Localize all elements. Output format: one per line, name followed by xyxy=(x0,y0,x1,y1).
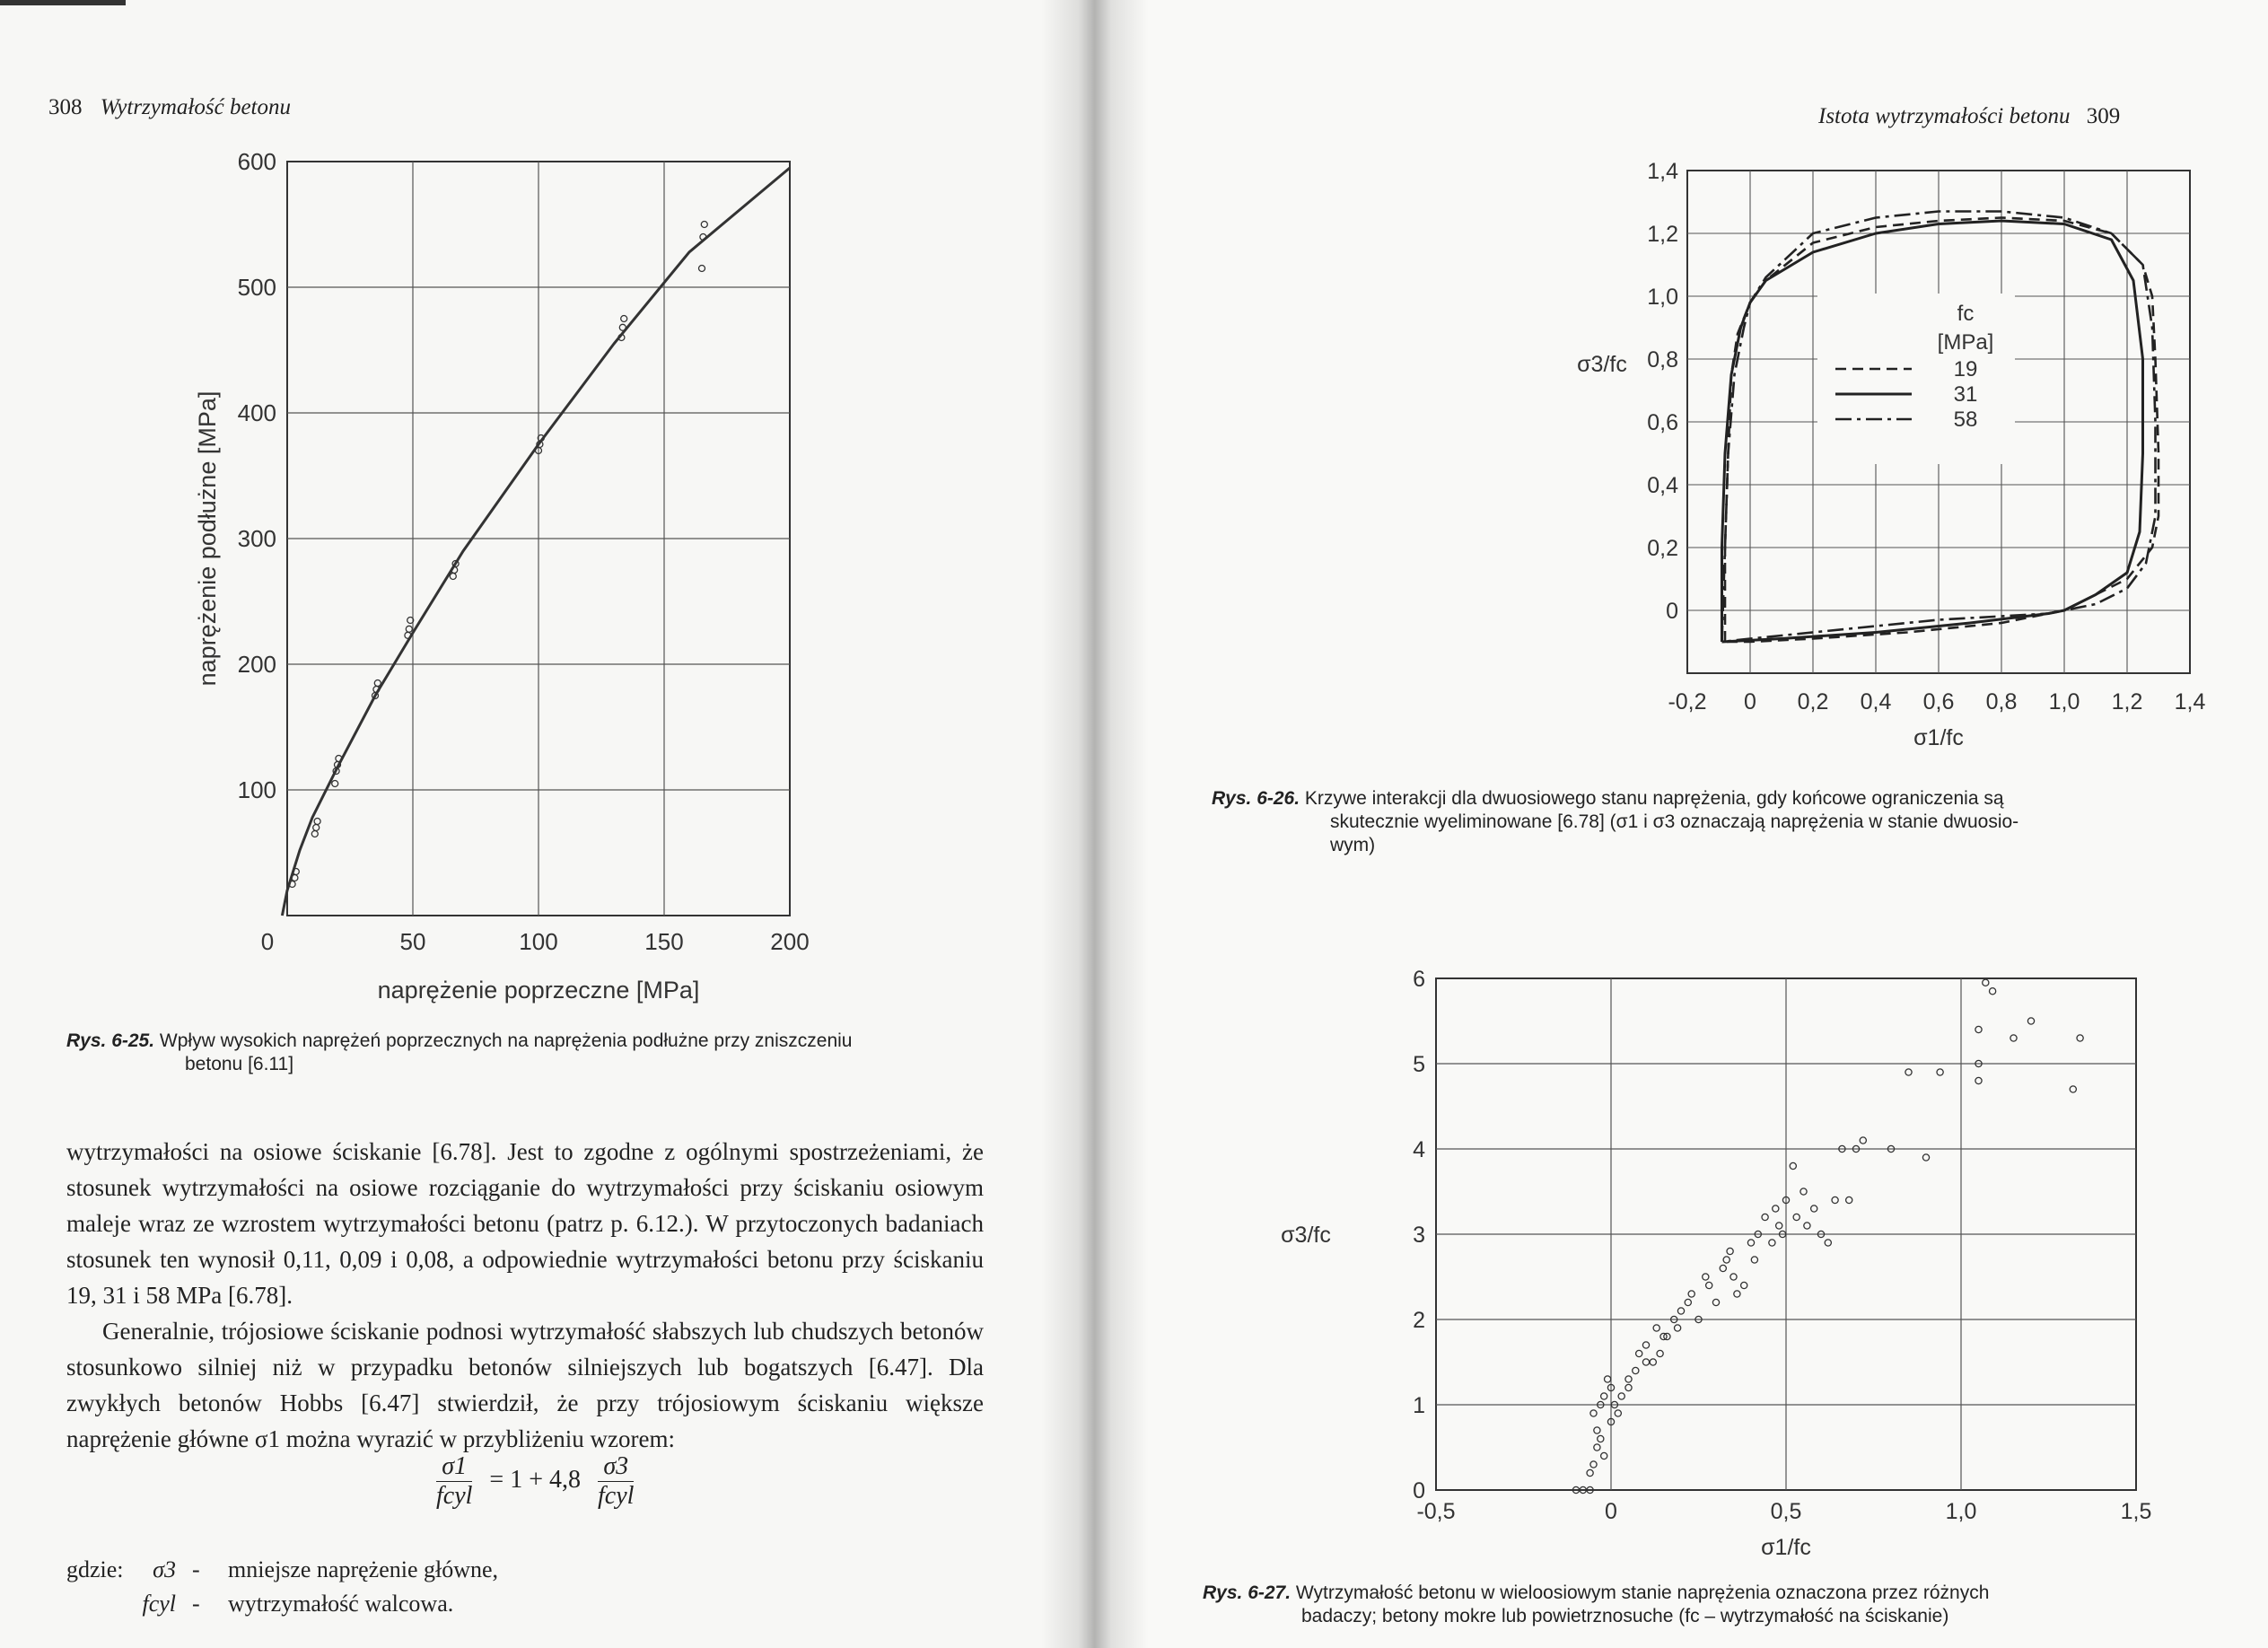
y-tick-label: 400 xyxy=(237,399,276,426)
x-tick-label: -0,5 xyxy=(1416,1499,1456,1524)
data-point xyxy=(311,831,318,837)
data-point xyxy=(1642,1359,1649,1365)
x-tick-label: 0 xyxy=(1605,1499,1617,1524)
x-tick-label: 1,4 xyxy=(2174,689,2206,714)
data-point xyxy=(1730,1274,1737,1280)
x-tick-label: 0,4 xyxy=(1860,689,1892,714)
formula-lhs-denominator: fcyl xyxy=(436,1482,473,1510)
data-point xyxy=(1706,1282,1712,1288)
x-tick-label: 200 xyxy=(770,928,810,955)
page-edge-mark xyxy=(0,0,126,5)
x-tick-label: 0 xyxy=(1744,689,1756,714)
y-axis-label: σ3/fc xyxy=(1577,352,1627,377)
paragraph-2: Generalnie, trójosiowe ściskanie podnosi wytrzymałość słabszych lub chudszych betonów stosunkowo silniej niż w przypadku betonów silniejszych lub bogatszych [6.47]. Dla zwykłych betonów Hobbs [6.47] stwierdził, że przy trójosiowym ściskaniu większe naprężenie główne σ1 można wyrazić w przybliżeniu wzorem: xyxy=(66,1318,984,1452)
legend-background xyxy=(1817,294,2015,464)
data-point xyxy=(1594,1444,1600,1451)
data-point xyxy=(1776,1223,1782,1229)
figure-6-27-caption xyxy=(1203,1582,2235,1628)
data-point xyxy=(1990,988,1996,995)
y-tick-label: 500 xyxy=(237,274,276,301)
x-tick-label: 1,0 xyxy=(1945,1499,1977,1524)
data-point xyxy=(1751,1257,1757,1263)
formula-rhs-denominator: fcyl xyxy=(598,1482,635,1510)
y-tick-label: 0,8 xyxy=(1647,347,1678,373)
data-point xyxy=(1983,979,1989,986)
legend-label: 58 xyxy=(1953,408,1978,432)
figure-6-27-caption-line2: badaczy; betony mokre lub powietrznosuche (fc – wytrzymałość na ściskanie) xyxy=(1301,1606,1949,1626)
y-axis-label: σ3/fc xyxy=(1281,1223,1331,1248)
y-tick-label: 0,4 xyxy=(1647,473,1678,498)
data-point xyxy=(1712,1299,1719,1305)
x-axis-label: σ1/fc xyxy=(1761,1535,1811,1560)
definition-text: wytrzymałość walcowa. xyxy=(228,1591,454,1617)
y-tick-label: 6 xyxy=(1413,967,1425,992)
data-point xyxy=(1625,1384,1632,1390)
figure-6-27-chart xyxy=(1212,951,2244,1580)
figure-6-26-number: Rys. 6-26. xyxy=(1212,788,1300,809)
data-point xyxy=(1937,1069,1943,1075)
data-point xyxy=(2070,1086,2076,1092)
data-point xyxy=(1922,1154,1929,1161)
definition-dash: - xyxy=(192,1556,200,1582)
data-point xyxy=(1618,1393,1624,1399)
y-tick-label: 1,4 xyxy=(1647,159,1678,184)
figure-6-25-caption-line2: betonu [6.11] xyxy=(185,1054,294,1074)
running-title-right: Istota wytrzymałości betonu xyxy=(1818,104,2071,128)
data-point xyxy=(701,222,707,228)
page-number-right: 309 xyxy=(2086,104,2121,128)
y-tick-label: 0,2 xyxy=(1647,536,1678,561)
data-point xyxy=(1587,1469,1593,1476)
x-axis-label: σ1/fc xyxy=(1913,725,1964,750)
data-point xyxy=(1688,1291,1694,1297)
data-point xyxy=(1727,1248,1733,1254)
data-point xyxy=(1677,1308,1684,1314)
data-point xyxy=(1832,1197,1838,1203)
data-point xyxy=(1657,1350,1663,1356)
data-point xyxy=(621,316,627,322)
legend-label: 31 xyxy=(1953,382,1978,407)
data-point xyxy=(1773,1205,1779,1212)
y-tick-label: 100 xyxy=(237,776,276,803)
data-point xyxy=(2027,1018,2034,1024)
data-point xyxy=(1720,1265,1726,1271)
data-point xyxy=(314,819,320,825)
legend-label: 19 xyxy=(1953,357,1978,381)
data-point xyxy=(1800,1188,1807,1195)
data-point xyxy=(292,875,298,881)
x-tick-label: 1,2 xyxy=(2111,689,2143,714)
data-point xyxy=(1590,1461,1597,1468)
data-point xyxy=(1905,1069,1912,1075)
figure-6-25-number: Rys. 6-25. xyxy=(66,1030,155,1051)
data-point xyxy=(1804,1223,1810,1229)
x-tick-label: 0,2 xyxy=(1797,689,1829,714)
y-tick-label: 1 xyxy=(1413,1393,1425,1418)
x-tick-label: 1,5 xyxy=(2120,1499,2152,1524)
running-title-left: Wytrzymałość betonu xyxy=(100,95,291,119)
running-head-right xyxy=(1818,104,2120,129)
figure-6-26-chart xyxy=(1328,153,2226,781)
book-gutter-shadow xyxy=(1041,0,1149,1648)
x-axis-label: naprężenie poprzeczne [MPa] xyxy=(377,977,700,1004)
y-tick-label: 5 xyxy=(1413,1052,1425,1077)
x-tick-label: 100 xyxy=(519,928,558,955)
figure-6-27-caption-line1: Wytrzymałość betonu w wieloosiowym stanie naprężenia oznaczona przez różnych xyxy=(1295,1582,1990,1603)
x-tick-label: -0,2 xyxy=(1668,689,1707,714)
y-tick-label: 300 xyxy=(237,525,276,552)
data-point xyxy=(1846,1197,1852,1203)
data-point xyxy=(1741,1282,1747,1288)
data-point xyxy=(1685,1299,1691,1305)
data-point xyxy=(1594,1427,1600,1433)
data-point xyxy=(1598,1435,1604,1442)
y-tick-label: 600 xyxy=(237,148,276,175)
figure-6-25-chart xyxy=(188,144,817,1004)
paragraph-1: wytrzymałości na osiowe ściskanie [6.78]. Jest to zgodne z ogólnymi spostrzeżeniami, że stosunek wytrzymałości na osiowe rozciąganie do wytrzymałości przy ściskaniu osiowym maleje wraz ze wzrostem wytrzymałości betonu (patrz p. 6.12.). W przytoczonych badaniach stosunek ten wynosił 0,11, 0,09 i 0,08, a odpowiednie wytrzymałości betonu przy ściskaniu 19, 31 i 58 MPa [6.78]. xyxy=(66,1138,984,1309)
figure-6-25-caption xyxy=(66,1030,1000,1076)
data-point xyxy=(1625,1376,1632,1382)
data-point xyxy=(1675,1325,1681,1331)
y-tick-label: 200 xyxy=(237,651,276,678)
x-tick-label: 0,8 xyxy=(1985,689,2018,714)
page-number-left: 308 xyxy=(48,95,83,119)
data-point xyxy=(1860,1137,1866,1144)
definition-row xyxy=(66,1587,498,1621)
y-axis-label: naprężenie podłużne [MPa] xyxy=(194,390,221,687)
data-point xyxy=(1762,1214,1768,1220)
y-tick-label: 2 xyxy=(1413,1308,1425,1333)
data-point xyxy=(1703,1274,1709,1280)
formula-lhs-fraction xyxy=(431,1452,477,1511)
y-tick-label: 1,2 xyxy=(1647,222,1678,247)
figure-6-26-caption-line3: wym) xyxy=(1330,835,1376,855)
data-point xyxy=(699,266,705,272)
data-point xyxy=(1601,1393,1607,1399)
data-point xyxy=(1825,1240,1831,1246)
figure-6-25-caption-line1: Wpływ wysokich naprężeń poprzecznych na naprężenia podłużne przy zniszczeniu xyxy=(159,1030,853,1051)
definition-dash: - xyxy=(192,1591,200,1617)
data-point xyxy=(1605,1376,1611,1382)
data-point xyxy=(1811,1205,1817,1212)
y-tick-label: 1,0 xyxy=(1647,285,1678,310)
formula-middle: = 1 + 4,8 xyxy=(489,1465,582,1494)
right-page xyxy=(1095,0,2268,1648)
data-point xyxy=(1747,1240,1754,1246)
definition-row xyxy=(66,1553,498,1587)
legend-unit: [MPa] xyxy=(1937,330,1994,355)
data-point xyxy=(450,574,456,580)
series-line xyxy=(282,168,790,916)
data-point xyxy=(1615,1410,1621,1416)
x-tick-label: 0,5 xyxy=(1770,1499,1802,1524)
data-point xyxy=(1769,1240,1775,1246)
body-text xyxy=(66,1134,984,1457)
x-tick-label: 0,6 xyxy=(1922,689,1955,714)
y-tick-label: 3 xyxy=(1413,1223,1425,1248)
data-point xyxy=(1975,1026,1982,1032)
hobbs-formula xyxy=(431,1452,639,1511)
data-point xyxy=(1734,1291,1740,1297)
data-point xyxy=(332,781,338,787)
left-page xyxy=(0,0,1095,1648)
figure-6-26-caption-line2: skutecznie wyeliminowane [6.78] (σ1 i σ3 oznaczają naprężenia w stanie dwuosio- xyxy=(1330,811,2019,832)
data-point xyxy=(1653,1325,1659,1331)
data-point xyxy=(1790,1162,1796,1169)
legend-title: fc xyxy=(1957,302,1975,326)
data-point xyxy=(1642,1342,1649,1348)
figure-6-27-number: Rys. 6-27. xyxy=(1203,1582,1292,1603)
data-point xyxy=(1633,1367,1639,1373)
formula-lhs-numerator: σ1 xyxy=(436,1452,472,1482)
data-point xyxy=(2010,1035,2017,1041)
data-point xyxy=(1636,1350,1642,1356)
definitions-label: gdzie: xyxy=(66,1556,124,1582)
data-point xyxy=(619,324,626,330)
data-point xyxy=(1793,1214,1800,1220)
x-tick-label: 150 xyxy=(644,928,684,955)
data-point xyxy=(1975,1077,1982,1083)
figure-6-26-caption-line1: Krzywe interakcji dla dwuosiowego stanu naprężenia, gdy końcowe ograniczenia są xyxy=(1304,788,2004,809)
definition-symbol: σ3 xyxy=(153,1556,176,1582)
data-point xyxy=(1590,1410,1597,1416)
x-tick-label: 1,0 xyxy=(2048,689,2080,714)
data-point xyxy=(406,626,412,632)
formula-rhs-numerator: σ3 xyxy=(598,1452,634,1482)
figure-6-26-caption xyxy=(1212,787,2217,857)
data-point xyxy=(2077,1035,2083,1041)
y-tick-label: 0,6 xyxy=(1647,410,1678,435)
y-tick-label: 0 xyxy=(1413,1478,1425,1503)
formula-rhs-fraction xyxy=(592,1452,639,1511)
running-head-left xyxy=(48,95,291,120)
x-tick-label: 50 xyxy=(399,928,426,955)
definition-symbol: fcyl xyxy=(142,1591,176,1617)
symbol-definitions xyxy=(66,1553,498,1621)
definition-text: mniejsze naprężenie główne, xyxy=(228,1556,499,1582)
y-tick-label: 4 xyxy=(1413,1137,1425,1162)
data-point xyxy=(1601,1452,1607,1459)
x-tick-label: 0 xyxy=(260,928,275,955)
data-point xyxy=(374,680,381,687)
y-tick-label: 0 xyxy=(1666,599,1678,624)
data-point xyxy=(313,825,320,831)
data-point xyxy=(1723,1257,1729,1263)
data-point xyxy=(1650,1359,1656,1365)
